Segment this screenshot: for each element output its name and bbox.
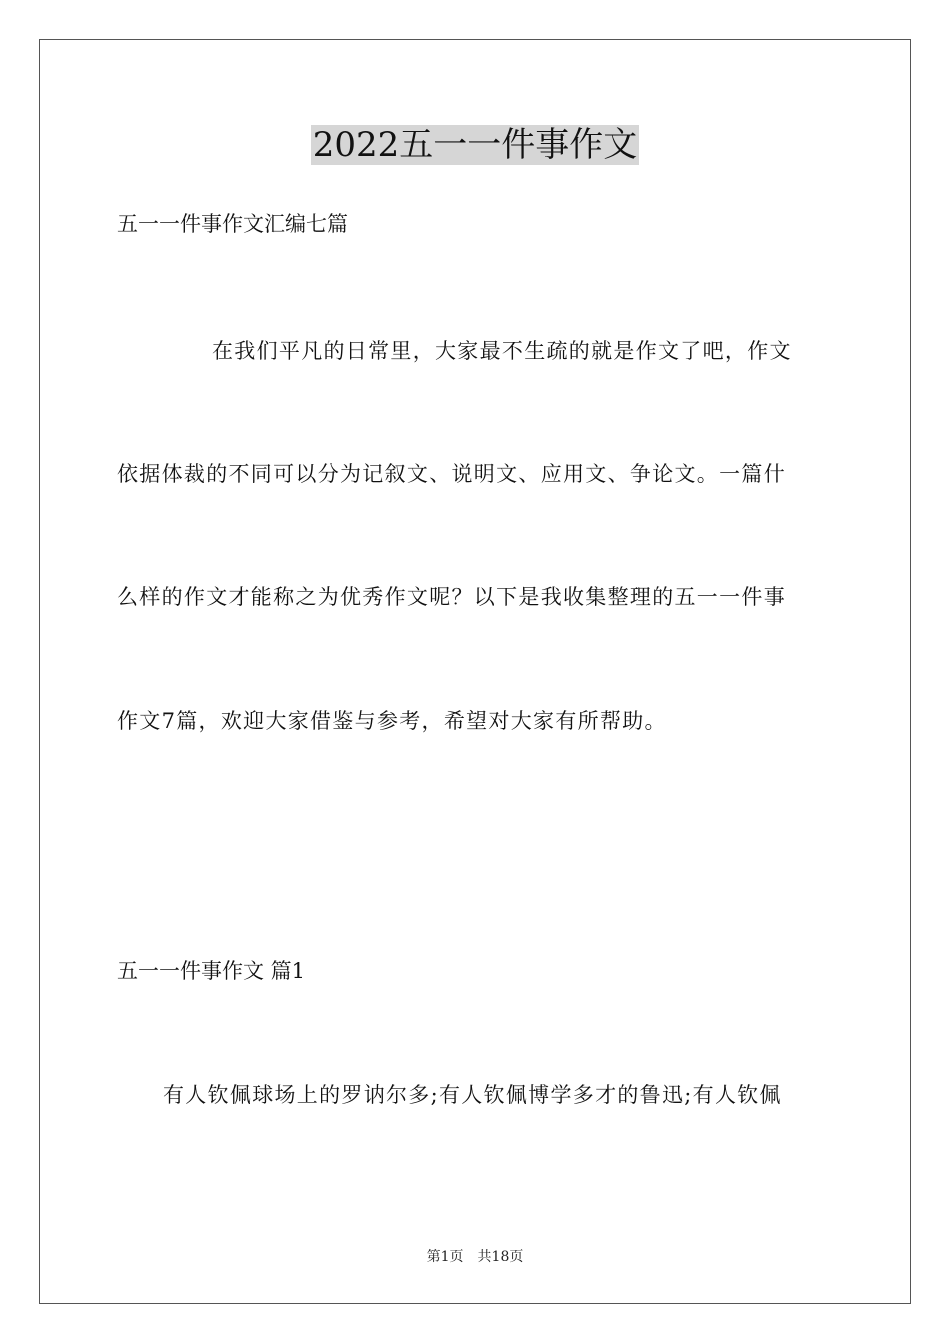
document-subtitle: 五一一件事作文汇编七篇 bbox=[117, 212, 348, 236]
intro-paragraph-line: 依据体裁的不同可以分为记叙文、说明文、应用文、争论文。一篇什 bbox=[117, 462, 786, 486]
document-title-text: 2022五一一件事作文 bbox=[312, 125, 638, 165]
intro-paragraph-line: 在我们平凡的日常里，大家最不生疏的就是作文了吧，作文 bbox=[212, 339, 792, 363]
page-footer bbox=[0, 1247, 950, 1267]
section-paragraph-line: 有人钦佩球场上的罗讷尔多;有人钦佩博学多才的鲁迅;有人钦佩 bbox=[163, 1083, 782, 1107]
page-total: 共18页 bbox=[477, 1249, 524, 1265]
section-heading: 五一一件事作文 篇1 bbox=[117, 959, 306, 983]
intro-paragraph-line: 么样的作文才能称之为优秀作文呢？以下是我收集整理的五一一件事 bbox=[117, 585, 786, 609]
page-number: 第1页 bbox=[426, 1249, 464, 1265]
document-title bbox=[0, 122, 950, 168]
intro-paragraph-line: 作文7篇，欢迎大家借鉴与参考，希望对大家有所帮助。 bbox=[117, 709, 667, 733]
